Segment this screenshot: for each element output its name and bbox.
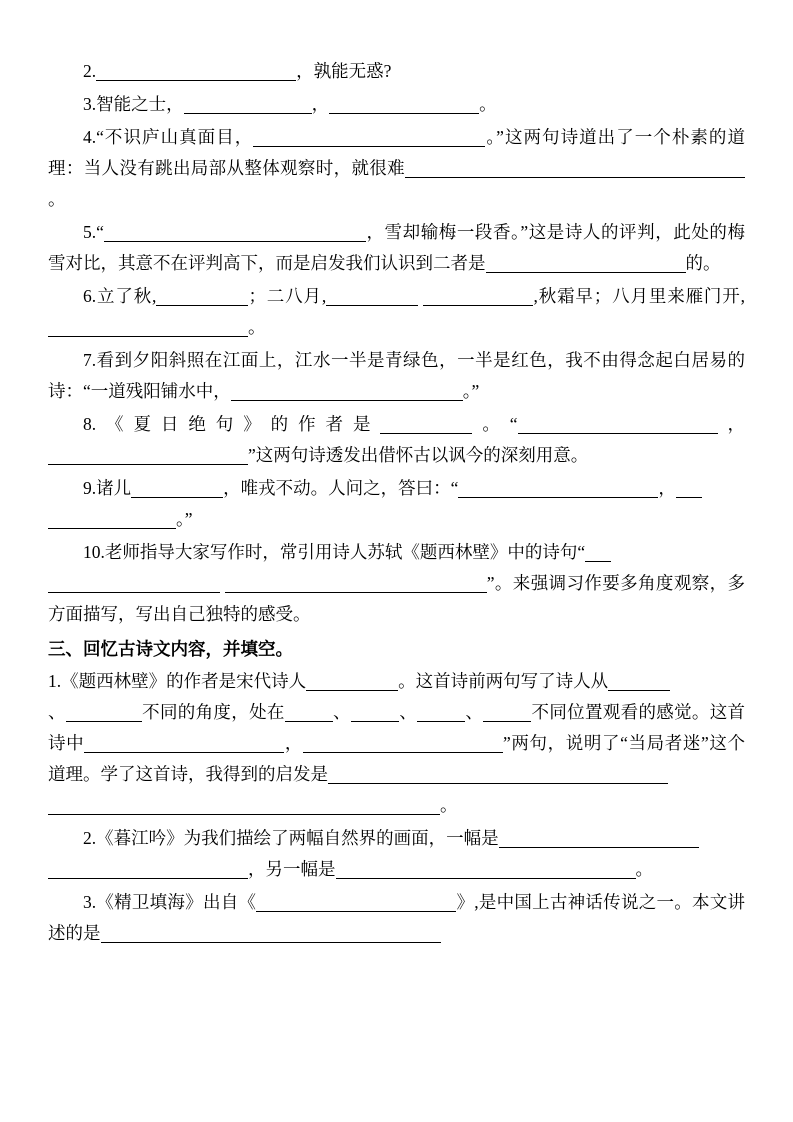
fill-in-blank[interactable] xyxy=(417,702,465,722)
text-run: ，孰能无惑? xyxy=(296,61,392,81)
fill-in-blank[interactable] xyxy=(48,445,248,465)
text-run: 不同的角度，处在 xyxy=(141,702,285,722)
text-run: ”两句，说明了“当局者迷”这个道理。学了这首诗，我得到的启发是 xyxy=(48,733,746,784)
text-run: 。 xyxy=(248,317,266,337)
text-run: 。 xyxy=(635,859,653,879)
text-run: 、 xyxy=(48,702,66,722)
fill-in-blank[interactable] xyxy=(499,828,699,848)
text-run: 8.《夏日绝句》的作者是 xyxy=(83,414,381,434)
text-run: ， xyxy=(717,414,745,434)
fill-in-blank[interactable] xyxy=(156,286,248,306)
text-run: 4.“不识庐山真面目， xyxy=(83,127,254,147)
question-item xyxy=(48,89,745,120)
text-run: 6.立了秋, xyxy=(83,286,157,306)
fill-in-blank[interactable] xyxy=(48,573,220,593)
question-item xyxy=(48,473,745,535)
fill-in-blank[interactable] xyxy=(96,61,296,81)
text-run: ，唯戎不动。人问之，答曰：“ xyxy=(223,478,459,498)
fill-in-blank[interactable] xyxy=(405,158,745,178)
fill-in-blank[interactable] xyxy=(48,859,248,879)
fill-in-blank[interactable] xyxy=(351,702,399,722)
text-run: 、 xyxy=(465,702,484,722)
question-item xyxy=(48,887,745,949)
fill-in-blank[interactable] xyxy=(585,542,611,562)
text-run: 3.智能之士， xyxy=(83,94,184,114)
fill-in-blank[interactable] xyxy=(328,764,668,784)
fill-in-blank[interactable] xyxy=(306,671,398,691)
fill-in-blank[interactable] xyxy=(48,795,440,815)
text-run: 1.《题西林壁》的作者是宋代诗人 xyxy=(48,671,307,691)
question-item xyxy=(48,281,745,343)
text-run: ”这两句诗透发出借怀古以讽今的深刻用意。 xyxy=(248,445,589,465)
text-run: 。 xyxy=(48,189,66,209)
fill-in-blank[interactable] xyxy=(48,317,248,337)
text-run: 2. xyxy=(83,61,97,81)
question-item xyxy=(48,217,745,279)
text-run: ， xyxy=(311,94,330,114)
text-run: 。” xyxy=(462,381,480,401)
text-run: ， xyxy=(658,478,676,498)
fill-in-blank[interactable] xyxy=(256,892,456,912)
fill-in-blank[interactable] xyxy=(483,702,531,722)
text-run: ，雪却输梅一段香。”这是诗人的评判，此处的梅雪对比，其意不在评判高下，而是启发我们认识到二者是 xyxy=(48,222,745,273)
fill-in-blank[interactable] xyxy=(458,478,658,498)
fill-in-blank[interactable] xyxy=(486,253,686,273)
fill-in-blank[interactable] xyxy=(329,94,479,114)
text-run: 。”这两句诗道出了一个朴素的道理：当人没有跳出局部从整体观察时，就很难 xyxy=(48,127,745,178)
text-run: 。这首诗前两句写了诗人从 xyxy=(398,671,609,691)
text-run: ， xyxy=(284,733,303,753)
document-body xyxy=(48,56,745,949)
fill-in-blank[interactable] xyxy=(225,573,487,593)
text-run: ；二八月, xyxy=(248,286,327,306)
section-heading xyxy=(48,634,745,665)
question-item xyxy=(48,537,745,630)
fill-in-blank[interactable] xyxy=(131,478,223,498)
fill-in-blank[interactable] xyxy=(303,733,503,753)
text-run: 、 xyxy=(332,702,351,722)
fill-in-blank[interactable] xyxy=(380,414,472,434)
text-run: 10.老师指导大家写作时，常引用诗人苏轼《题西林壁》中的诗句“ xyxy=(83,542,586,562)
text-run: 。 xyxy=(479,94,497,114)
text-run: 3.《精卫填海》出自《 xyxy=(83,892,257,912)
text-run: 不同位置观看的感觉。这首诗中 xyxy=(48,702,746,753)
fill-in-blank[interactable] xyxy=(676,478,702,498)
question-item xyxy=(48,345,745,407)
question-item xyxy=(48,823,745,885)
text-run: ，另一幅是 xyxy=(248,859,336,879)
question-item xyxy=(48,666,745,821)
fill-in-blank[interactable] xyxy=(231,381,463,401)
question-item xyxy=(48,409,745,471)
text-run: 5.“ xyxy=(83,222,104,242)
fill-in-blank[interactable] xyxy=(48,509,176,529)
text-run: ,秋霜早；八月里来雁门开, xyxy=(533,286,746,306)
text-run: 2.《暮江吟》为我们描绘了两幅自然界的画面，一幅是 xyxy=(83,828,499,848)
fill-in-blank[interactable] xyxy=(336,859,636,879)
fill-in-blank[interactable] xyxy=(608,671,670,691)
fill-in-blank[interactable] xyxy=(101,923,441,943)
fill-in-blank[interactable] xyxy=(253,127,485,147)
fill-in-blank[interactable] xyxy=(104,222,366,242)
fill-in-blank[interactable] xyxy=(423,286,533,306)
question-item xyxy=(48,56,745,87)
text-run: 。” xyxy=(176,509,193,529)
text-run: 、 xyxy=(398,702,418,722)
text-run: 》,是中国上古神话传说之一。本文讲述的是 xyxy=(48,892,746,943)
text-run: 的。 xyxy=(685,253,721,273)
text-run: 。 xyxy=(440,795,458,815)
text-run: 。“ xyxy=(472,414,518,434)
fill-in-blank[interactable] xyxy=(84,733,284,753)
fill-in-blank[interactable] xyxy=(285,702,333,722)
text-run: 9.诸儿 xyxy=(83,478,132,498)
fill-in-blank[interactable] xyxy=(184,94,312,114)
fill-in-blank[interactable] xyxy=(66,702,142,722)
question-item xyxy=(48,122,745,215)
text-run: 三、回忆古诗文内容，并填空。 xyxy=(48,639,293,659)
fill-in-blank[interactable] xyxy=(518,414,718,434)
fill-in-blank[interactable] xyxy=(326,286,418,306)
text-run: 7.看到夕阳斜照在江面上，江水一半是青绿色，一半是红色，我不由得念起白居易的诗：“一道残阳铺水中， xyxy=(48,350,745,401)
text-run: ”。来强调习作要多角度观察，多方面描写，写出自己独特的感受。 xyxy=(48,573,745,624)
